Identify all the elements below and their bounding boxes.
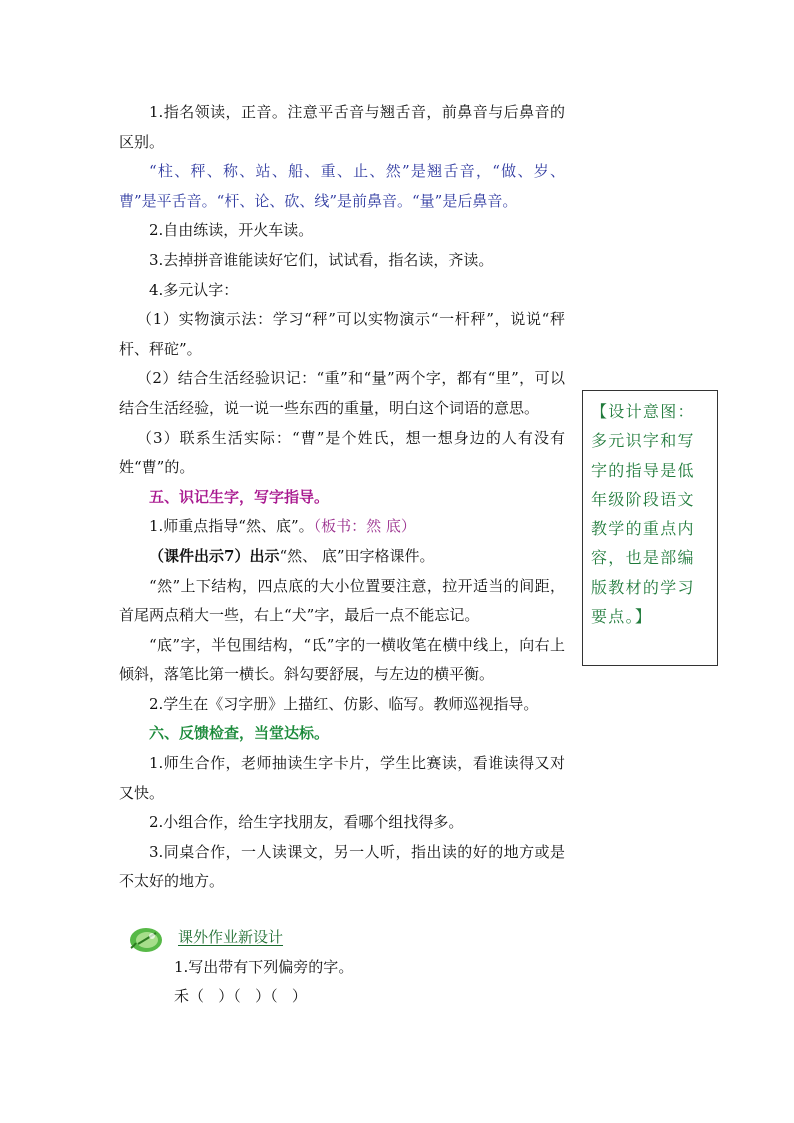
section5-item1 [119, 512, 565, 542]
homework-question-2: 禾（ ）（ ）（ ） [174, 987, 307, 1005]
paragraph-method-3: （3）联系生活实际：“曹”是个姓氏，想一想身边的人有没有姓“曹”的。 [119, 428, 565, 477]
paragraph-reading-1: 1.指名领读，正音。注意平舌音与翘舌音，前鼻音与后鼻音的区别。 [119, 103, 565, 151]
di-writing-note: “底”字，半包围结构，“氐”字的一横收笔在横中线上，向右上倾斜，落笔比第一横长。斜勾要舒展，与左边的横平衡。 [119, 635, 565, 684]
homework-section [126, 924, 426, 1004]
ran-writing-note: “然”上下结构，四点底的大小位置要注意，拉开适当的间距，首尾两点稍大一些，右上“犬”字，最后一点不能忘记。 [119, 576, 565, 625]
paragraph-pronunciation-note: “柱、秤、称、站、船、重、止、然”是翘舌音，“做、岁、曹”是平舌音。“杆、论、砍、线”是前鼻音。“量”是后鼻音。 [119, 162, 565, 210]
courseware-label: （课件出示7）出示 [149, 546, 280, 565]
section5-item1-text: 1.师重点指导“然、底”。 [149, 517, 314, 536]
section5-item2: 2.学生在《习字册》上描红、仿影、临写。教师巡视指导。 [149, 694, 539, 713]
section6-heading: 六、反馈检查，当堂达标。 [149, 724, 330, 743]
section6-item1: 1.师生合作，老师抽读生字卡片，学生比赛读，看谁读得又对又快。 [119, 754, 565, 802]
paragraph-reading-3: 3.去掉拼音谁能读好它们，试试看，指名读，齐读。 [149, 250, 494, 269]
section6-item3: 3.同桌合作，一人读课文，另一人听，指出读的好的地方或是不太好的地方。 [119, 842, 565, 891]
paragraph-method-1: （1）实物演示法：学习“秤”可以实物演示“一杆秤”，说说“秤杆、秤砣”。 [119, 310, 565, 358]
section6-item2: 2.小组合作，给生字找朋友，看哪个组找得多。 [149, 813, 464, 832]
courseware-text: “然、 底”田字格课件。 [279, 546, 435, 565]
paragraph-reading-4: 4.多元认字： [149, 280, 239, 299]
design-intent-box: 【设计意图：多元识字和写字的指导是低年级阶段语文教学的重点内容，也是部编版教材的学习要点。】 [582, 390, 718, 666]
courseware-line [119, 542, 565, 572]
homework-question-1: 1.写出带有下列偏旁的字。 [174, 958, 354, 976]
section5-heading: 五、识记生字，写字指导。 [149, 487, 330, 506]
lesson-content [119, 98, 565, 897]
paragraph-reading-2: 2.自由练读，开火车读。 [149, 221, 314, 240]
board-note: （板书：然 底） [313, 517, 416, 536]
paragraph-method-2: （2）结合生活经验识记：“重”和“量”两个字，都有“里”，可以结合生活经验，说一说一些东西的重量，明白这个词语的意思。 [119, 369, 565, 417]
homework-title: 课外作业新设计 [178, 928, 284, 946]
green-leaf-icon [126, 924, 164, 954]
